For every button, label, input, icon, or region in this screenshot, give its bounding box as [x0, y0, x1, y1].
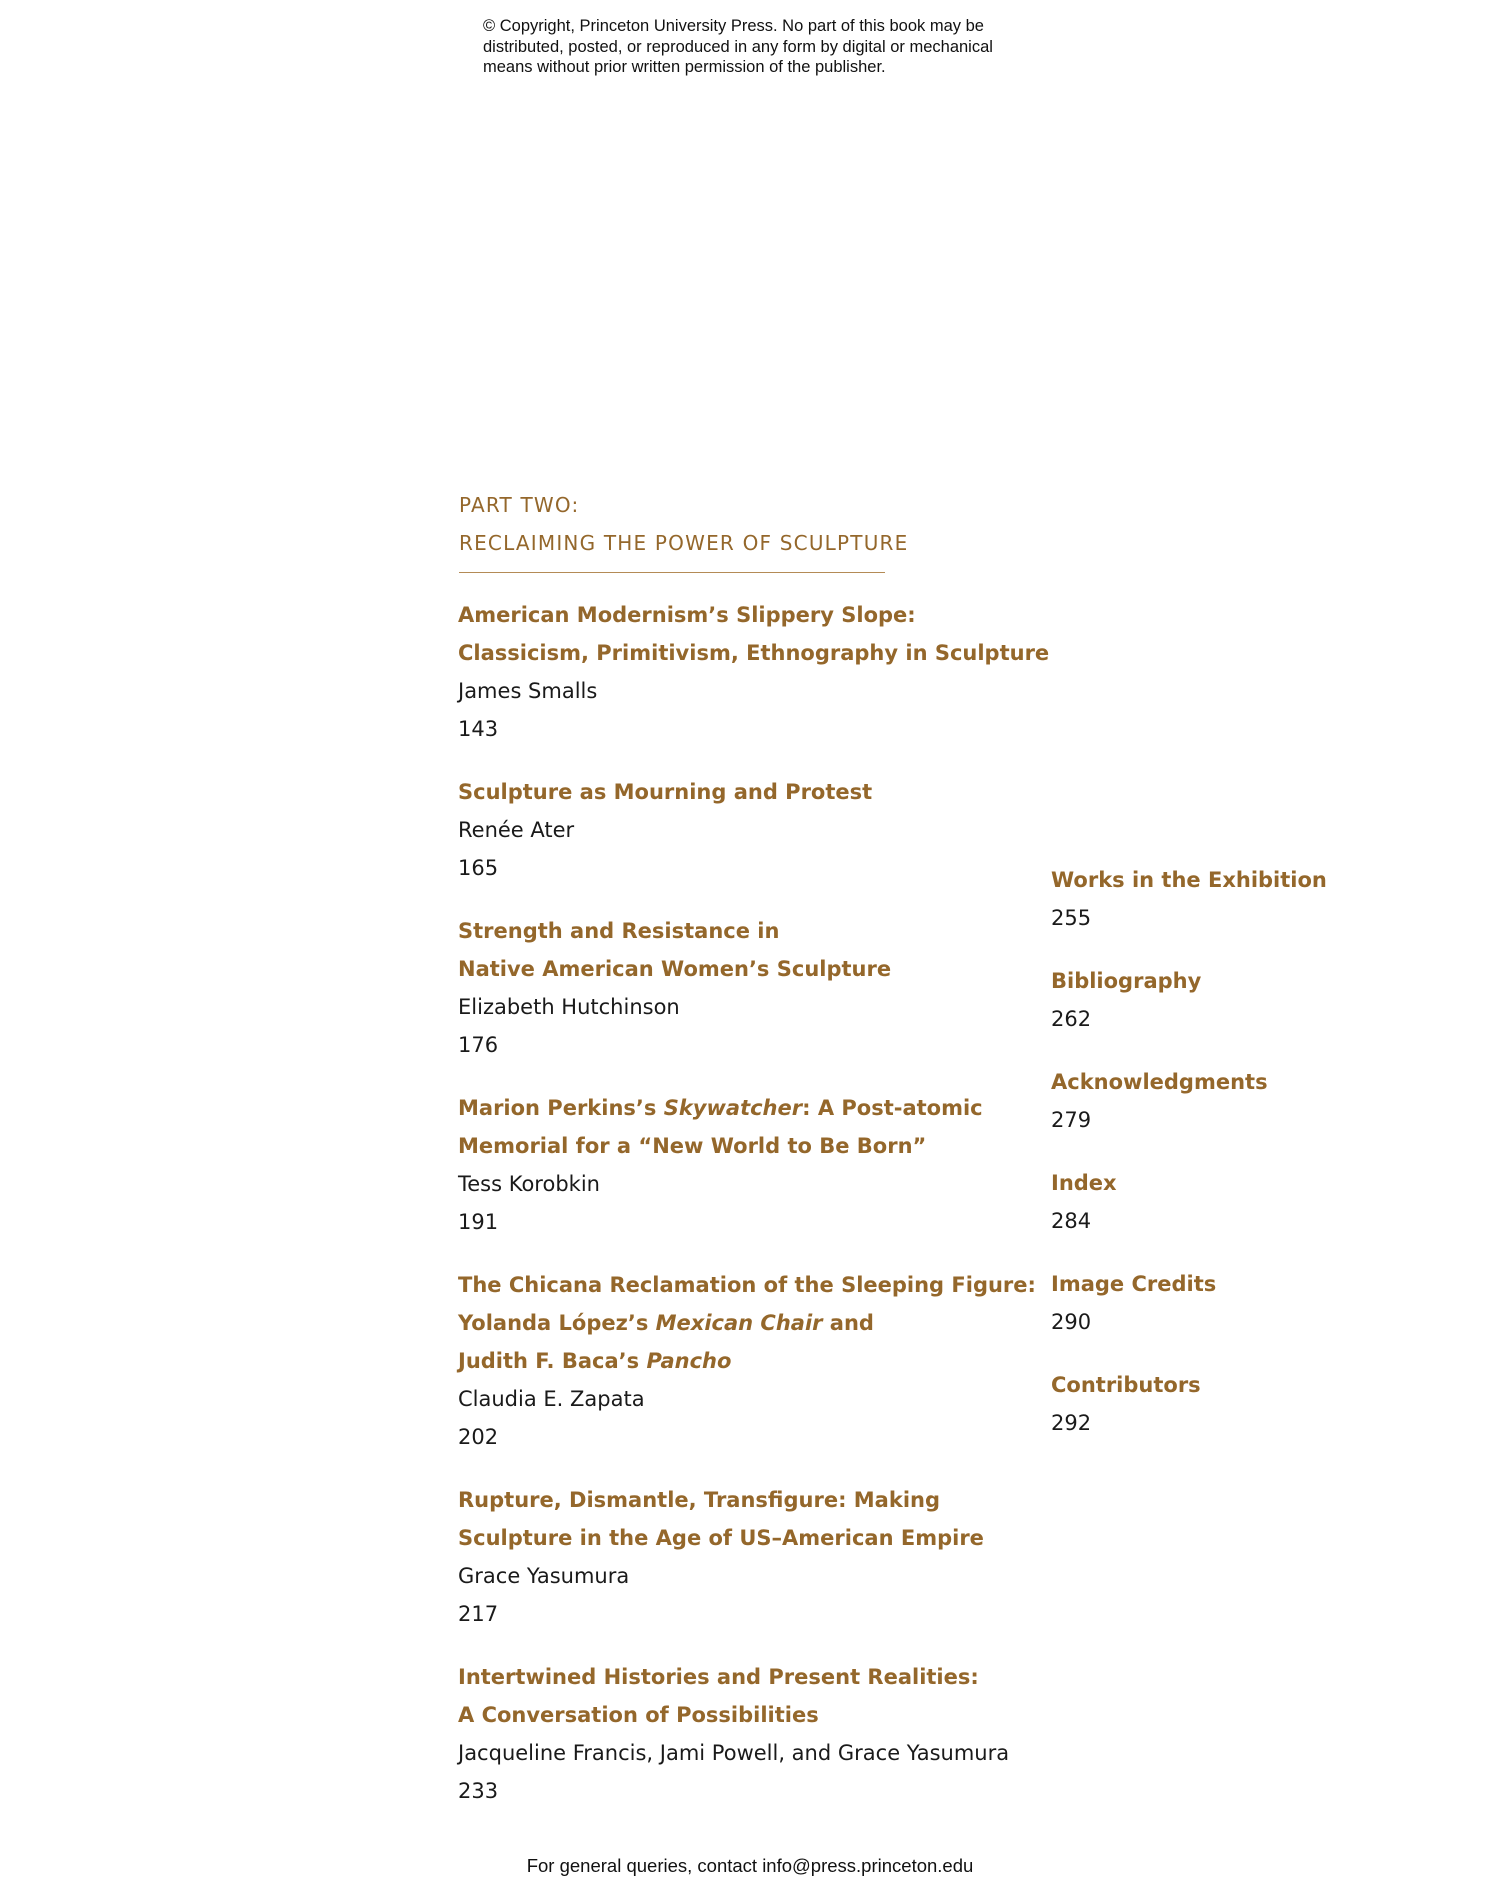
contents-list: [458, 596, 1050, 1835]
part-title: RECLAIMING THE POWER OF SCULPTURE: [459, 531, 909, 555]
title-segment: Rupture, Dismantle, Transfigure: Making: [458, 1488, 940, 1512]
back-matter-entry: [1051, 1366, 1471, 1442]
entry-title-line: [458, 773, 1018, 811]
copyright-line: distributed, posted, or reproduced in any form by digital or mechanical: [483, 37, 993, 56]
contents-entry: [458, 912, 1018, 1064]
entry-author: Renée Ater: [458, 818, 575, 842]
title-segment: Yolanda López’s: [458, 1311, 656, 1335]
copyright-line: means without prior written permission of the publisher.: [483, 58, 886, 76]
entry-title-line: [458, 1696, 1018, 1734]
title-segment: A Conversation of Possibilities: [458, 1703, 819, 1727]
back-matter-title: Acknowledgments: [1051, 1070, 1268, 1094]
title-segment: : A Post-atomic: [802, 1096, 983, 1120]
entry-page-number: 165: [458, 856, 499, 880]
contents-entry: [458, 773, 1018, 887]
entry-title-line: [458, 1342, 1018, 1380]
back-matter-page-number: 292: [1051, 1411, 1092, 1435]
title-segment: Classicism, Primitivism, Ethnography in Sculpture: [458, 641, 1050, 665]
title-segment: Judith F. Baca’s: [458, 1349, 647, 1373]
back-matter-entry: [1051, 1164, 1471, 1240]
entry-page-number: 217: [458, 1602, 499, 1626]
title-segment: Marion Perkins’s: [458, 1096, 664, 1120]
entry-title-line: [458, 634, 1050, 672]
back-matter-entry: [1051, 962, 1471, 1038]
back-matter-entry: [1051, 1063, 1471, 1139]
back-matter-title: Works in the Exhibition: [1051, 868, 1327, 892]
title-segment: Memorial for a “New World to Be Born”: [458, 1134, 927, 1158]
entry-title-line: [458, 596, 1018, 634]
entry-author: Grace Yasumura: [458, 1564, 630, 1588]
title-segment: Intertwined Histories and Present Realities:: [458, 1665, 979, 1689]
contents-entry: [458, 1089, 1018, 1241]
back-matter-page-number: 262: [1051, 1007, 1092, 1031]
title-segment: The Chicana Reclamation of the Sleeping Figure:: [458, 1273, 1036, 1297]
back-matter-entry: [1051, 861, 1471, 937]
entry-author: Jacqueline Francis, Jami Powell, and Grace Yasumura: [458, 1741, 1010, 1765]
entry-title-line: [458, 1658, 1018, 1696]
entry-author: Tess Korobkin: [458, 1172, 600, 1196]
copyright-notice: [483, 16, 1043, 78]
entry-title-line: [458, 912, 1018, 950]
title-segment: American Modernism’s Slippery Slope:: [458, 603, 916, 627]
contents-entry: [458, 1266, 1036, 1456]
italic-work-title: Mexican Chair: [655, 1311, 823, 1335]
italic-work-title: Skywatcher: [663, 1096, 803, 1120]
contents-entry: [458, 1658, 1018, 1810]
entry-title-line: [458, 1481, 1018, 1519]
back-matter-title: Bibliography: [1051, 969, 1202, 993]
entry-page-number: 233: [458, 1779, 499, 1803]
title-segment: Sculpture as Mourning and Protest: [458, 780, 873, 804]
back-matter-title: Image Credits: [1051, 1272, 1217, 1296]
entry-page-number: 202: [458, 1425, 499, 1449]
entry-title-line: [458, 1089, 1018, 1127]
italic-work-title: Pancho: [646, 1349, 732, 1373]
back-matter-list: [1051, 861, 1471, 1467]
part-heading: [459, 486, 909, 573]
entry-page-number: 176: [458, 1033, 499, 1057]
back-matter-page-number: 279: [1051, 1108, 1092, 1132]
entry-author: James Smalls: [458, 679, 598, 703]
footer-contact: For general queries, contact info@press.princeton.edu: [526, 1855, 974, 1876]
entry-author: Claudia E. Zapata: [458, 1387, 645, 1411]
entry-author: Elizabeth Hutchinson: [458, 995, 680, 1019]
back-matter-page-number: 255: [1051, 906, 1092, 930]
entry-title-line: [458, 1266, 1036, 1304]
title-segment: Strength and Resistance in: [458, 919, 780, 943]
entry-title-line: [458, 1304, 1018, 1342]
entry-title-line: [458, 1519, 1018, 1557]
entry-page-number: 143: [458, 717, 499, 741]
entry-title-line: [458, 950, 1018, 988]
back-matter-title: Contributors: [1051, 1373, 1201, 1397]
back-matter-page-number: 284: [1051, 1209, 1092, 1233]
back-matter-entry: [1051, 1265, 1471, 1341]
part-divider: [459, 572, 885, 573]
copyright-line: © Copyright, Princeton University Press. No part of this book may be: [483, 17, 984, 35]
part-label: PART TWO:: [459, 493, 580, 517]
title-segment: Sculpture in the Age of US–American Empire: [458, 1526, 984, 1550]
back-matter-page-number: 290: [1051, 1310, 1092, 1334]
entry-page-number: 191: [458, 1210, 499, 1234]
title-segment: and: [822, 1311, 874, 1335]
entry-title-line: [458, 1127, 1018, 1165]
back-matter-title: Index: [1051, 1171, 1117, 1195]
contents-entry: [458, 1481, 1018, 1633]
title-segment: Native American Women’s Sculpture: [458, 957, 892, 981]
contents-entry: [458, 596, 1050, 748]
